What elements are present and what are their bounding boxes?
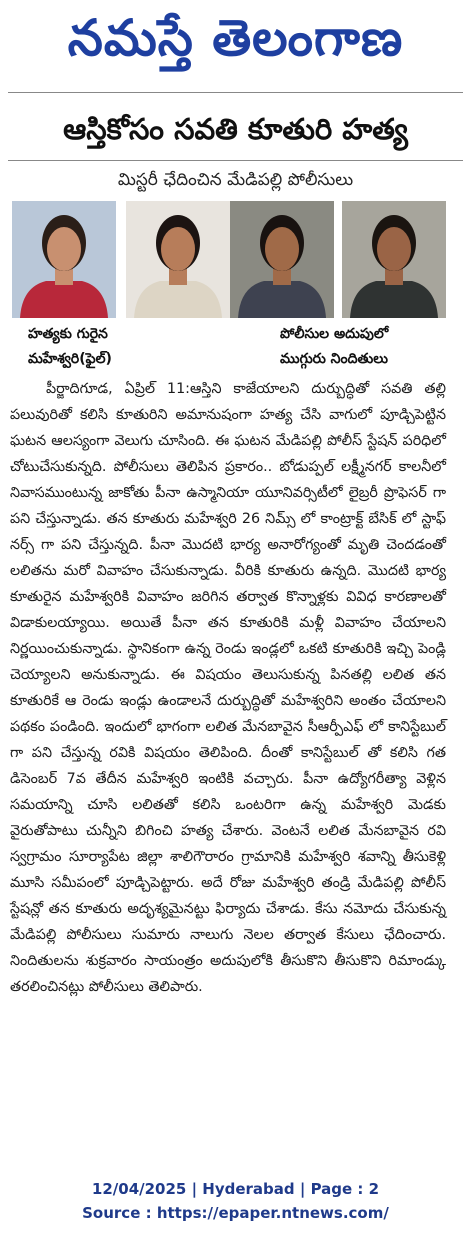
caption-accused-line-1: పోలీసుల అదుపులో — [280, 326, 389, 342]
headline-divider — [8, 160, 463, 161]
accused-man-1-photo — [230, 201, 334, 318]
article-body-paragraph: పీర్జాదిగూడ, ఏప్రిల్ 11:ఆస్తిని కాజేయాలని దుర్బుద్ధితో సవతి తల్లి పలువురితో కలిసి కూతురిని అమానుషంగా హత్య చేసి వాగులో పూడ్చిపెట్టిన ఘటన ఆలస్యంగా వెలుగు చూసింది. ఈ ఘటన మేడిపల్లి పోలీస్ స్టేషన్ పరిధిలో చోటుచేసుకున్నది. పోలీసులు తెలిపిన ప్రకారం.. బోడుప్పల్ లక్ష్మీనగర్ కాలనీలో నివాసముంటున్న జాకోతు పీనా ఉస్మానియా యూనివర్సిటీలో లైబ్రరీ ప్రొఫెసర్ గా పని చేస్తున్నాడు. తన కూతురు మహేశ్వరి 26 నిమ్స్ లో కాంట్రాక్ట్ బేసిక్ లో స్టాఫ్ నర్స్ గా పని చేస్తున్నది. పీనా మొదటి భార్య అనారోగ్యంతో మృతి చెందడంతో లలితను మరో వివాహం చేసుకున్నాడు. వీరికి కూతురు ఉన్నది. మొదటి భార్య కూతురైన మహేశ్వరికి వివాహం జరిగిన తర్వాత కొన్నాళ్లకు వివిధ కారణాలతో విడాకులయ్యాయి. అయితే పీనా తన కూతురికి మళ్లీ వివాహం చేయాలని నిర్ణయించుకున్నాడు. స్థానికంగా ఉన్న రెండు ఇండ్లలో ఒకటి కూతురికి ఇచ్చి పెండ్లి చెయ్యాలని అనుకున్నాడు. ఈ విషయం తెలుసుకున్న పినతల్లి లలిత తన కూతురికే ఆ రెండు ఇండ్లు ఉండాలనే దుర్బుద్ధితో మహేశ్వరిని అంతం చేయాలని పథకం పండింది. ఇందులో భాగంగా లలిత మేనబావైన సీఆర్పీఎఫ్ లో కానిస్టేబుల్ గా పని చేస్తున్న రవికి విషయం తెలిపింది. దీంతో కానిస్టేబుల్ తో కలిసి గత డిసెంబర్ 7వ తేదీన మహేశ్వరి ఇంటికి వచ్చారు. పీనా ఉద్యోగరీత్యా వెళ్లిన సమయాన్ని చూసి లలితతో కలిసి ఒంటరిగా ఉన్న మహేశ్వరి మెడకు వైరుతోపాటు చున్నీని బిగించి హత్య చేశారు. వెంటనే లలిత మేనబావైన రవి స్వగ్రామం సూర్యాపేట జిల్లా శాలిగౌరారం గ్రామానికి మహేశ్వరి శవాన్ని తీసుకెళ్లి మూసి సమీపంలో పూడ్చిపెట్టారు. అదే రోజు మహేశ్వరి తండ్రి మేడిపల్లి పోలీస్ స్టేషన్లో తన కూతురు అదృశ్యమైనట్టు ఫిర్యాదు చేశాడు. కేసు నమోదు చేసుకున్న మేడిపల్లి పోలీసులు సుమారు నాలుగు నెలల తర్వాత కేసులు ఛేదించారు. నిందితులను శుక్రవారం సాయంత్రం అదుపులోకి తీసుకొని తీసుకొని రిమాండ్కు తరలించినట్లు పోలీసులు తెలిపారు. — [10, 381, 446, 995]
accused-woman-photo — [126, 201, 230, 318]
caption-victim-line-2: మహేశ్వరి(ఫైల్) — [28, 351, 112, 367]
masthead-divider — [8, 92, 463, 93]
article-headline: ఆస్తికోసం సవతి కూతురి హత్య — [63, 112, 408, 146]
photo-face — [377, 227, 411, 271]
accused-man-2-photo — [342, 201, 446, 318]
photo-face — [47, 227, 81, 271]
footer-source: Source : https://epaper.ntnews.com/ — [82, 1204, 389, 1222]
photo-face — [265, 227, 299, 271]
victim-photo — [12, 201, 116, 318]
caption-accused-line-2: ముగ్గురు నిందితులు — [280, 351, 388, 367]
article-subheadline: మిస్టరీ ఛేదించిన మేడిపల్లి పోలీసులు — [117, 170, 354, 190]
caption-accused — [280, 322, 388, 372]
caption-victim-line-1: హత్యకు గురైన — [28, 326, 108, 342]
article-body — [10, 376, 446, 1000]
masthead-title: నమస్తే తెలంగాణ — [67, 8, 404, 67]
photo-face — [161, 227, 195, 271]
footer-dateline: 12/04/2025 | Hyderabad | Page : 2 — [91, 1180, 380, 1198]
caption-victim — [28, 322, 112, 372]
